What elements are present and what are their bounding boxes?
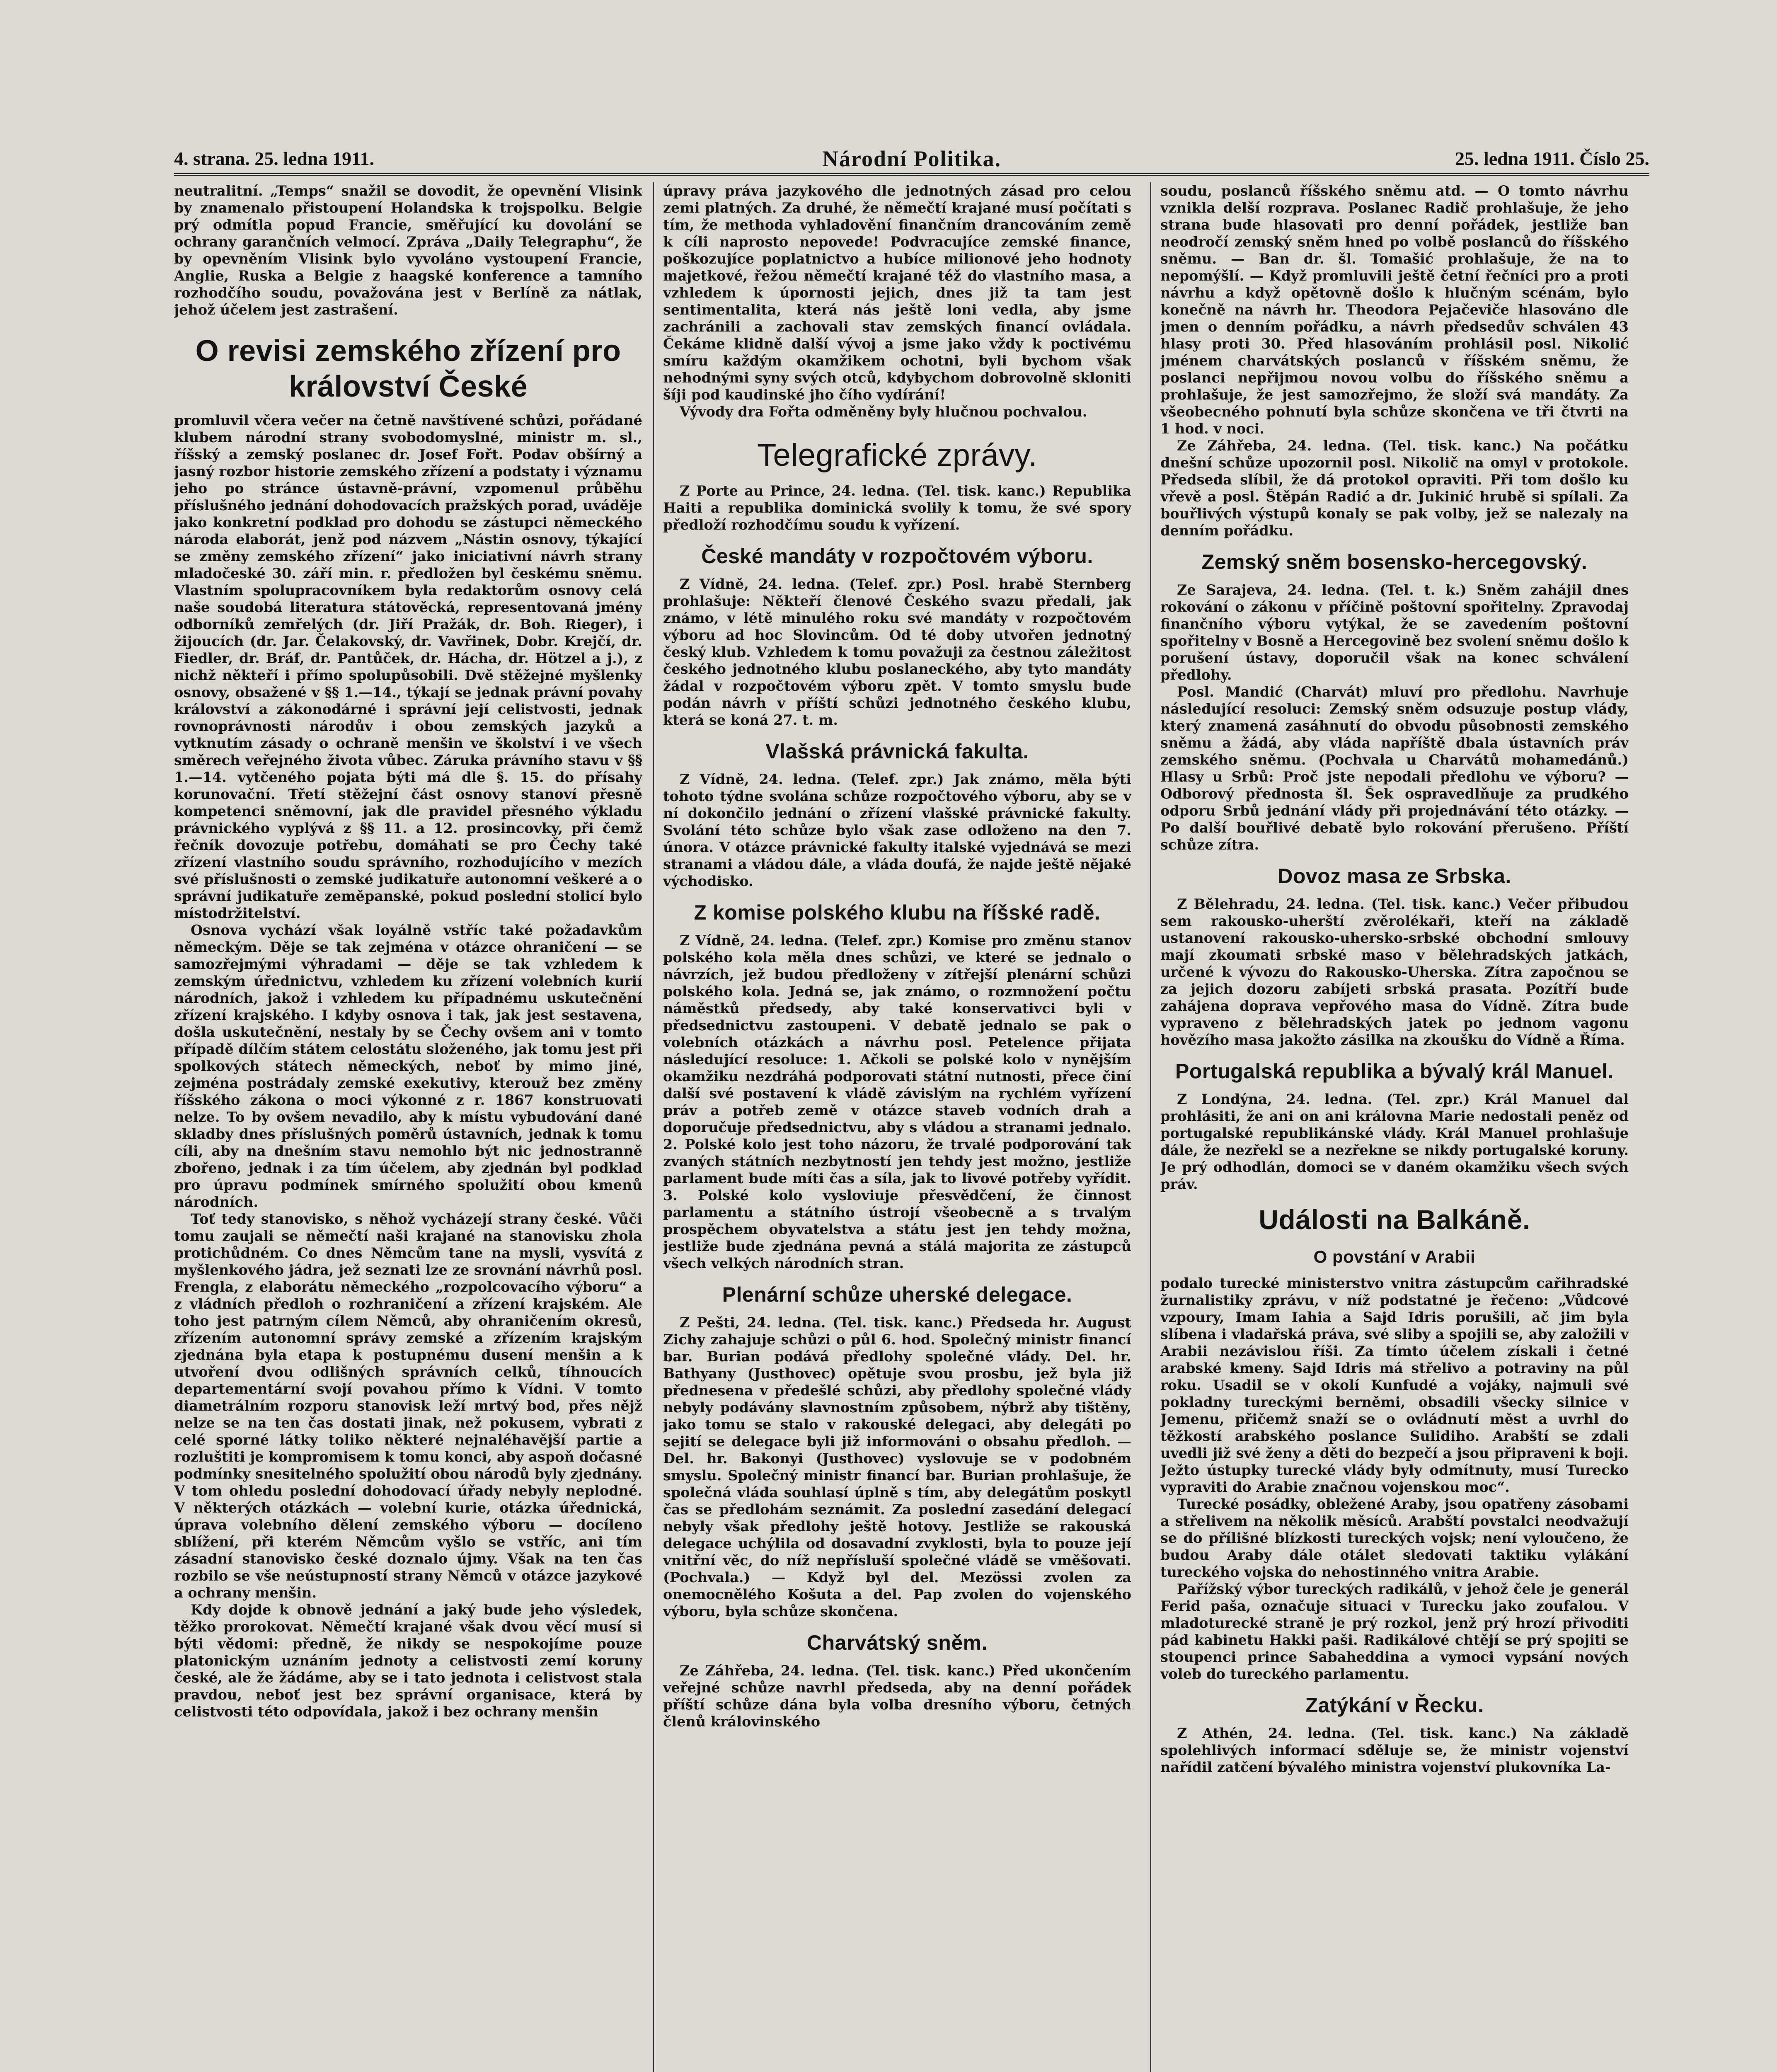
column-3 [1160,182,1629,2072]
news-item: Ze Záhřeba, 24. ledna. (Tel. tisk. kanc.) Na počátku dnešní schůze upozornil posl. Nikolič na omyl v protokole. Předseda slíbil, že dá protokol opraviti. Při tom došlo ku vřevě a posl. Štěpán Radić a dr. Jukinić hrubě si spílali. Za bouřlivých výstupů konaly se pak volby, jež se nalezaly na denním pořádku. [1160,438,1629,539]
headline-dovoz-masa: Dovoz masa ze Srbska. [1278,864,1511,888]
news-item: Z Bělehradu, 24. ledna. (Tel. tisk. kanc.) Večer přibudou sem rakousko-uherští zvěrolékaři, kteří na základě ustanovení rakousko-uhersko-srbské obchodní smlouvy mají zkoumati srbské maso v bělehradských jatkách, určené k vývozu do Rakousko-Uherska. Zítra započnou se za jejich dozoru zabíjeti srbská prasata. Pozítří bude zahájena doprava vepřového masa do Vídně. Zítra bude vypraveno z bělehradských jatek po jednom vagonu hovězího masa jakožto zásilka na zkoušku do Vídně a Říma. [1160,896,1629,1048]
news-item: Ze Záhřeba, 24. ledna. (Tel. tisk. kanc.) Před ukončením veřejné schůze navrhl předseda, aby na denní pořádek příští schůze dána byla volba dresního výboru, četných členů královinského [663,1663,1131,1730]
paragraph: úpravy práva jazykového dle jednotných zásad pro celou zemi platných. Za druhé, že němečtí krajané musí počítati s tím, že methoda vyhladovění finančním drancováním země k cíli naprosto nepovede! Podvracujíce zemské finance, poškozujíce poplatnictvo a hubíce milionové jeho hodnoty majetkové, řežou němečtí krajané též do vlastního masa, a vzhledem k úpornosti jejich, dnes již ta tam jest sentimentalita, která nás ještě loni vedla, aby jsme zachránili a zachovali stav zemských financí ovládala. Čekáme klidně další vývoj a jsme jako vždy k poctivému smíru každým okamžikem ochotni, byli bychom však nehodnými syny svých otců, kdybychom dobrovolně skloniti šíji pod kaudinské jho čího vydírání! [663,183,1131,403]
page-header [174,144,1649,176]
column-rule [653,182,654,2072]
subheading-povstani-v-arabii: O povstání v Arabii [1313,1247,1476,1266]
header-date-issue: 25. ledna 1911. Číslo 25. [1455,148,1649,169]
news-item: Z Vídně, 24. ledna. (Telef. zpr.) Komise pro změnu stanov polského kola měla dnes schůzi, ve které se jednalo o návrzích, jež budou předloženy v zítřejší plenární schůzi polského kola. Jedná se, jak známo, o rozmnožení počtu náměstků předsedy, aby také konservativci byli v předsednictvu zastoupeni. V debatě jednalo se pak o volebních otázkách a návrhu posl. Petelence přijata následující resoluce: 1. Ačkoli se polské kolo v nynějším okamžiku nezdráhá podporovati státní nutnosti, přece činí další své postavení k vládě závislým na rychlém vyřízení práv a potřeb země v otázce staveb vodních drah a doporučuje předsednictvu, aby s vládou a stranami jednalo. 2. Polské kolo jest toho názoru, že trvalé podporování tak zvaných státních nezbytností jen tehdy jest možno, jestliže parlament bude míti čas a síla, jak to livové potřeby vyřídit. 3. Polské kolo vysloviuje přesvědčení, že činnost parlamentu a státního ústrojí všeobecně a s trvalým prospěchem obyvatelstva a státu jest jen tehdy možna, jestliže bude zjednána pevná a stálá majorita ze zástupců všech velkých národních stran. [663,932,1131,1271]
column-1 [174,182,642,2072]
header-page-date: 4. strana. 25. ledna 1911. [174,148,375,169]
paragraph: soudu, poslanců říšského sněmu atd. — O tomto návrhu vznikla delší rozprava. Poslanec Radič prohlašuje, že jeho strana bude hlasovati pro denní pořádek, jestliže ban neodročí zemský sněm hned po volbě poslanců do říšského sněmu. — Ban dr. šl. Tomašić prohlašuje, že na to nepomýšlí. — Když promluvili ještě četní řečníci pro a proti návrhu a když opětovně došlo k hlučným scénám, bylo konečně na návrh hr. Theodora Pejačeviče hlasováno dle jmen o denním pořádku, a návrh předsedův schválen 43 hlasy proti 30. Před hlasováním prohlásil posl. Nikolić jménem charvátských poslanců v říšském sněmu, že poslanci nepřijmou novou volbu do říšského sněmu a prohlašuje, že jest samozřejmo, že složí svá mandáty. Za všeobecného pohnutí byla schůze skončena ve tři čtvrti na 1 hod. v noci. [1160,183,1629,437]
headline-vlasska-fakulta: Vlašská právnická fakulta. [765,740,1029,763]
news-item: Z Athén, 24. ledna. (Tel. tisk. kanc.) Na základě spolehlivých informací sděluje se, že ministr vojenství nařídil zatčení bývalého ministra vojenství plukovníka La- [1160,1725,1629,1775]
news-item: Z Porte au Prince, 24. ledna. (Tel. tisk. kanc.) Republika Haiti a republika dominická svolily k tomu, že své spory předloží rozhodčímu soudu k vyřízení. [663,483,1131,533]
paragraph: podalo turecké ministerstvo vnitra zástupcům cařihradské žurnalistiky zprávu, v níž podstatné je řečeno: „Vůdcové vzpoury, Imam Iahia a Sajd Idris porušili, ač jim byla slíbena i vladařská práva, své sliby a spojili se, aby založili v Arabii nezávislou říši. Za tímto účelem získali i četné arabské kmeny. Sajd Idris má střelivo a potraviny na půl roku. Usadil se v okolí Kunfudé a vojáky, najmuli své pokladny tureckými berněmi, obsadili všecky silnice v Jemenu, přičemž snaží se o ovládnutí měst a uvrhl do těžkostí arabského poslance Sulidiho. Arabští se zdali uvedli již své ženy a děti do bezpečí a jsou připraveni k boji. Ježto ústupky turecké vlády byly odmítnuty, musí Turecko vypraviti do Arabie značnou vojenskou moc“. [1160,1275,1629,1495]
section-heading-telegraficke-zpravy: Telegrafické zprávy. [757,438,1037,473]
paragraph: Kdy dojde k obnově jednání a jaký bude jeho výsledek, těžko prorokovat. Němečtí krajané však dvou věcí musí si býti vědomi: předně, že nikdy se nespokojíme pouze platonickým uznáním jednoty a celistvosti zemí koruny české, ale že žádáme, aby se i tato jednota i celistvost stala pravdou, neboť jest bez správní organisace, která by celistvosti této odpovídala, jakož i bez ochrany menšin [174,1602,642,1720]
column-2 [663,182,1131,2072]
headline-polsky-klub: Z komise polského klubu na říšské radě. [694,901,1101,924]
paragraph: Vývody dra Fořta odměněny byly hlučnou pochvalou. [680,404,1087,420]
column-rule [1150,182,1151,2072]
article-continuation: neutralitní. „Temps“ snažil se dovodit, že opevnění Vlisink by znamenalo přistoupení Holandska k trojspolku. Belgie prý odmítla popud Francie, směřující ku dovolání se ochrany garančních velmocí. Zpráva „Daily Telegraphu“, že by opevněním Vlisink bylo vyvoláno vystoupení Francie, Anglie, Ruska a Belgie z haagské konference a tamního rozhodčího soudu, považována jest v Berlíně za nátlak, jehož účelem jest zastrašení. [174,183,642,318]
news-item: Z Vídně, 24. ledna. (Telef. zpr.) Jak známo, měla býti tohoto týdne svolána schůze rozpočtového výboru, aby se v ní dokončilo jednání o zřízení vlašské právnické fakulty. Svolání této schůze bylo však zase odloženo na den 7. února. V otázce právnické fakulty italské vyjednává se mezi stranami a vládou dále, a vláda doufá, že najde ještě nějaké východisko. [663,771,1131,889]
headline-zatykani-v-recku: Zatýkání v Řecku. [1305,1694,1484,1717]
headline-portugalska-republika: Portugalská republika a bývalý král Manuel. [1175,1060,1614,1083]
headline-revise-zemskeho-zrizeni: O revisi zemského zřízení pro království České [195,334,621,403]
news-item: Z Londýna, 24. ledna. (Tel. zpr.) Král Manuel dal prohlásiti, že ani on ani královna Marie nedostali peněz od portugalské republikánské vlády. Král Manuel prohlašuje dále, že nezřekl se a nezřekne se nikdy portugalské koruny. Je prý odhodlán, domoci se v daném okamžiku všech svých práv. [1160,1091,1629,1192]
paragraph: Pařížský výbor tureckých radikálů, v jehož čele je generál Ferid paša, označuje situaci v Turecku jako zoufalou. V mladoturecké straně je prý rozkol, jenž prý hrozí přivoditi pád kabinetu Hakki paši. Radikálové chtějí se prý spojiti se stoupenci prince Sabaheddina a vymoci vypsání nových voleb do tureckého parlamentu. [1160,1581,1629,1682]
paragraph: Osnova vychází však loyálně vstříc také požadavkům německým. Děje se tak zejména v otázce ohraničení — se samozřejmými výhradami — děje se tak vzhledem k zemským úřednictvu, vzhledem ku zřízení volebních kurií národních, jakož i vzhledem ku případnému uskutečnění zřízení krajského. I kdyby osnova i tak, jak jest sestavena, došla uskutečnění, nestaly by se Čechy ovšem ani v tomto případě dílčím státem celostátu složeného, jak tomu jest při spolkových státech německých, neboť by mimo jiné, zejména postrádaly zemské exekutivy, kterouž bez změny říšského zákona o moci výkonné z r. 1867 konstruovati nelze. To by ovšem nevadilo, aby k místu vybudování dané skladby dnes příslušných poměrů ústavních, jednak k tomu cíli, aby na dnešním stavu nemohlo být nic jednostranně zbořeno, jednak i za tím účelem, aby zjednán byl podklad pro úpravu podmínek smírného spolužití obou kmenů národních. [174,922,642,1210]
headline-uherska-delegace: Plenární schůze uherské delegace. [722,1283,1072,1306]
news-item: Z Pešti, 24. ledna. (Tel. tisk. kanc.) Předseda hr. August Zichy zahajuje schůzi o půl 6. hod. Společný ministr financí bar. Burian podává předlohy společné vlády. Del. hr. Bathyany (Justhovec) opětuje svou prosbu, jež byla již přednesena v předešlé schůzi, aby předlohy společné vlády nebyly podávány slavnostním způsobem, nýbrž aby tištěny, jako tomu se stalo v rakouské delegaci, aby delegáti po sejití se delegace byli již informováni o obsahu předloh. — Del. hr. Bakonyi (Justhovec) vyslovuje se v podobném smyslu. Společný ministr financí bar. Burian prohlašuje, že společná vláda souhlasí úplně s tím, aby delegátům poskytl čas se předlohám seznámit. Za poslední zasedání delegací nebyly však předlohy ještě hotovy. Jestliže se rakouská delegace uchýlila od dosavadní zvyklosti, byla to pouze její vnitřní věc, do níž nepřísluší společné vládě se vměšovati. (Pochvala.) — Když byl del. Mezössi zvolen za onemocnělého Košuta a del. Pap zvolen do vojenského výboru, byla schůze skončena. [663,1314,1131,1619]
paragraph: Posl. Mandić (Charvát) mluví pro předlohu. Navrhuje následující resoluci: Zemský sněm odsuzuje postup vlády, který znamená zasáhnutí do obvodu působnosti zemského sněmu a žádá, aby vláda napříště dbala ústavních práv zemského sněmu. (Pochvala u Charvátů mohamedánů.) Hlasy u Srbů: Proč jste nepodali předlohu ve výboru? — Odborový přednosta šl. Šek ospravedlňuje za prudkého odporu Srbů jednání vlády při projednávání této otázky. — Po další bouřlivé debatě bylo rokování přerušeno. Příští schůze zítra. [1160,684,1629,853]
headline-ceske-mandaty: České mandáty v rozpočtovém výboru. [701,545,1093,568]
paragraph: Toť tedy stanovisko, s něhož vycházejí strany české. Vůči tomu zaujali se němečtí naši krajané na stanovisku zhola protichůdném. Co dnes Němcům tane na mysli, vysvítá z myšlenkového jádra, jež seznati lze ze srovnání návrhů posl. Frengla, z elaborátu německého „rozpolcovacího výboru“ a z vládních předloh o rozhraničení a zřízení krajském. Ale toho jest patrným cílem Němců, aby ohraničením okresů, zřízením autonomní správy zemské a zřízením krajským zjednána byla etapa k postupnému dusení menšin a k utvoření dvou odlišných správních celků, tíhnoucích departementární svojí povahou přímo k Vídni. V tomto diametrálním rozporu stanovisk leží mrtvý bod, přes nějž nelze se na ten čas dostati jinak, než pokusem, vybrati z celé sporné látky toliko některé nejnaléhavější partie a rozluštiti je kompromisem k tomu konci, aby aspoň dočasné podmínky snesitelného spolužití obou národů byly zjednány. V tom ohledu poslední dohodovací úřady nebyly neplodné. V některých otázkách — volební kurie, otázka úřednická, úprava volebního dělení zemského výboru — docíleno sblížení, při kterém Němcům vyšlo se vstříc, ani tím zásadní stanovisko české doznalo újmy. Však na ten čas rozbilo se vše neústupností strany Němců v otázce jazykové a ochrany menšin. [174,1211,642,1601]
news-item: Ze Sarajeva, 24. ledna. (Tel. t. k.) Sněm zahájil dnes rokování o zákonu v příčině poštovní spořitelny. Zpravodaj finančního výboru vytýkal, že se zavedením poštovní spořitelny v Bosně a Hercegovině bez svolení sněmu došlo k porušení ústavy, doporučil však na konec schválení předlohy. [1160,582,1629,683]
headline-charvatsky-snem: Charvátský sněm. [806,1631,988,1654]
news-item: Z Vídně, 24. ledna. (Telef. zpr.) Posl. hrabě Sternberg prohlašuje: Někteří členové Českého svazu předali, jak známo, v létě minulého roku své mandáty v rozpočtovém výboru ad hoc Slovincům. Od té doby utvořen jednotný český klub. Vzhledem k tomu považuji za čestnou záležitost českého jednotného klubu poslaneckého, aby tyto mandáty žádal v rozpočtovém výboru zpět. V tomto smyslu bude podán návrh v příští schůzi jednotného českého klubu, která se koná 27. t. m. [663,576,1131,728]
paragraph: Turecké posádky, obležené Araby, jsou opatřeny zásobami a střelivem na několik měsíců. Arabští povstalci neodvažují se do přílišné blízkosti tureckých vojsk; není vyloučeno, že budou Araby dále otálet sledovati taktiku vylákání tureckého vojska do nehostinného vnitra Arabie. [1160,1496,1629,1580]
headline-bosensky-snem: Zemský sněm bosensko-hercegovský. [1201,550,1588,574]
masthead: Národní Politika. [822,146,1002,171]
paragraph: promluvil včera večer na četně navštívené schůzi, pořádané klubem národní strany svobodomyslné, ministr m. sl., říšský a zemský poslanec dr. Josef Fořt. Podav obšírný a jasný rozbor historie zemského zřízení a podstaty i významu jeho po stránce ústavně-právní, vzpomenul průběhu příslušného jednání dohodovacích pražských porad, uváděje jako konkretní podklad pro dohodu se zástupci německého národa elaborát, jenž pod názvem „Nástin osnovy, týkající se změny zemského zřízení“ jako iniciativní návrh strany mladočeské 30. září min. r. předložen byl českému sněmu. Vlastním spolupracovníkem byla redaktorům osnovy celá naše soudobá literatura státověcká, representovaná jmény odborníků zemřelých (dr. Jiří Pražák, dr. Boh. Rieger), i žijoucích (dr. Jar. Čelakovský, dr. Vavřinek, Dobr. Krejčí, dr. Fiedler, dr. Bráf, dr. Pantůček, dr. Hácha, dr. Hötzel a j.), z nichž někteří i přímo spolupůsobili. Dvě stěžejné myšlenky osnovy, obsažené v §§ 1.—14., týkají se jednak právní povahy království a zákonodárné i správní její celistvosti, jednak rovnoprávnosti národův i obou zemských jazyků a vytknutím zásady o ochraně menšin ve školství i ve všech směrech veřejného života vůbec. Záruka právního stavu v §§ 1.—14. vytčeného pojata býti má dle §. 15. do přísahy korunovační. Třetí stěžejní část osnovy stanoví přesně kompetenci sněmovní, jak dle pravidel přesného výkladu právnického vyplývá z §§ 11. a 12. prosincovky, při čemž řečník dovozuje potřebu, domáhati se pro Čechy také zřízení vlastního soudu správního, rozhodujícího v mezích své příslušnosti o zemské judikatuře autonomní veškeré a o správní judikatuře zeměpanské, pokud poslední stolicí bylo místodržitelství. [174,412,642,921]
section-heading-udalosti-na-balkane: Události na Balkáně. [1259,1204,1530,1235]
